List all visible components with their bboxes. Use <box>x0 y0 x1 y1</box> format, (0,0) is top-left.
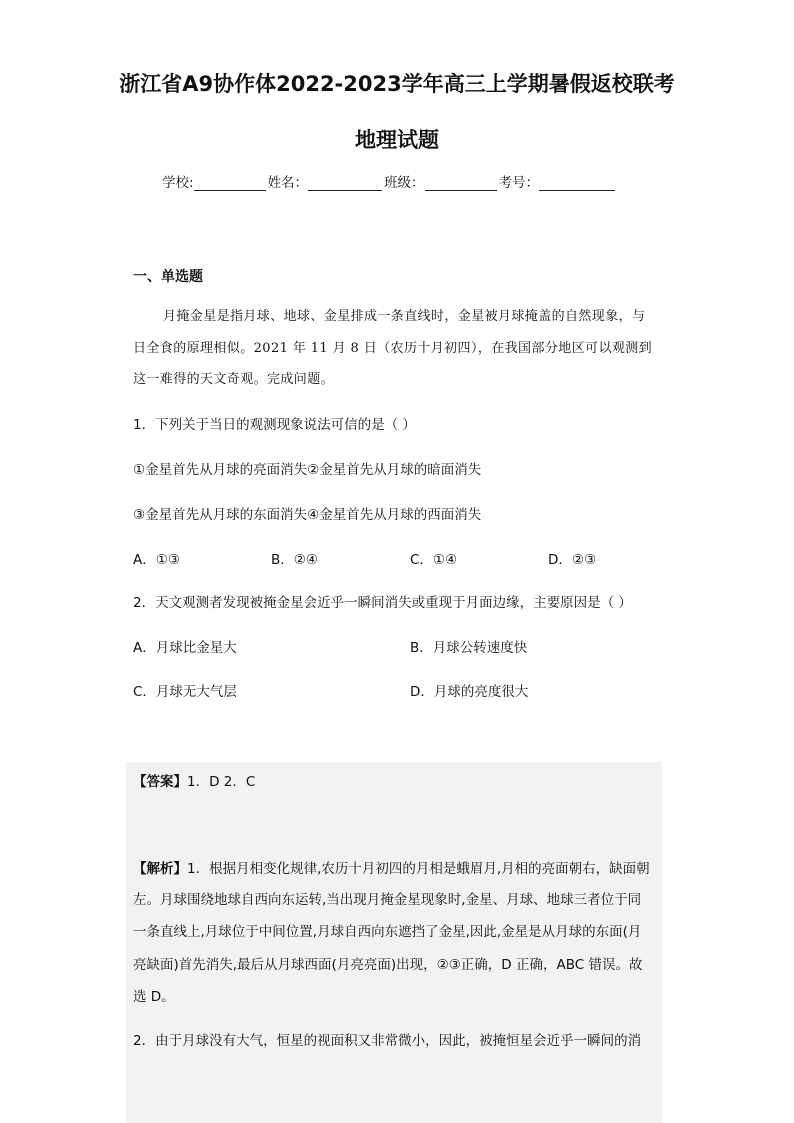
analysis-line: 一条直线上,月球位于中间位置,月球自西向东遮挡了金星,因此,金星是从月球的东面(月 <box>133 924 642 940</box>
question-1-option-d: D．②③ <box>548 552 597 568</box>
analysis-line: 选 D。 <box>133 989 175 1005</box>
class-blank <box>425 176 497 191</box>
question-1-option-a: A．①③ <box>133 552 180 568</box>
analysis-line: 2．由于月球没有大气，恒星的视面积又非常微小，因此，被掩恒星会近乎一瞬间的消 <box>133 1033 642 1049</box>
question-2-option-d: D．月球的亮度很大 <box>410 684 529 700</box>
school-blank <box>194 176 266 191</box>
answer-panel <box>126 762 662 1123</box>
student-info-row <box>162 171 617 191</box>
answer-text: 1．D 2．C <box>187 774 256 790</box>
name-blank <box>308 176 382 191</box>
question-2-option-a: A．月球比金星大 <box>133 640 237 656</box>
passage-line: 这一难得的天文奇观。完成问题。 <box>133 372 335 387</box>
exam-number-label: 考号： <box>498 175 540 191</box>
analysis-line: 亮缺面)首先消失,最后从月球西面(月亮亮面)出现，②③正确，D 正确，ABC 错误。故 <box>133 957 643 973</box>
analysis-text: 1．根据月相变化规律,农历十月初四的月相是蛾眉月,月相的亮面朝右，缺面朝 <box>187 861 650 877</box>
question-1-statement: ③金星首先从月球的东面消失④金星首先从月球的西面消失 <box>133 507 482 523</box>
question-1-option-b: B．②④ <box>271 552 318 568</box>
analysis-line: 左。月球围绕地球自西向东运转,当出现月掩金星现象时,金星、月球、地球三者位于同 <box>133 892 642 908</box>
question-2-stem: 2．天文观测者发现被掩金星会近乎一瞬间消失或重现于月面边缘，主要原因是（ ） <box>133 595 632 611</box>
analysis-line <box>133 857 650 877</box>
exam-number-blank <box>539 176 615 191</box>
passage-line: 日全食的原理相似。2021 年 11 月 8 日（农历十月初四），在我国部分地区可以观测到 <box>133 341 653 356</box>
question-1-statement: ①金星首先从月球的亮面消失②金星首先从月球的暗面消失 <box>133 462 482 478</box>
question-1-stem: 1．下列关于当日的观测现象说法可信的是（ ） <box>133 417 416 433</box>
class-label: 班级： <box>384 175 425 191</box>
passage-line: 月掩金星是指月球、地球、金星排成一条直线时，金星被月球掩盖的自然现象，与 <box>163 309 646 324</box>
section-title: 一、单选题 <box>133 269 203 285</box>
document-subtitle: 地理试题 <box>355 128 439 152</box>
question-1-option-c: C．①④ <box>410 552 458 568</box>
question-2-option-c: C．月球无大气层 <box>133 684 237 700</box>
analysis-label: 【解析】 <box>133 861 187 877</box>
answer-label: 【答案】 <box>133 774 187 790</box>
question-2-option-b: B．月球公转速度快 <box>410 640 528 656</box>
document-title: 浙江省A9协作体2022-2023学年高三上学期暑假返校联考 <box>119 72 675 96</box>
answer-row <box>133 770 255 790</box>
school-label: 学校: <box>162 175 194 191</box>
name-label: 姓名： <box>267 175 309 191</box>
